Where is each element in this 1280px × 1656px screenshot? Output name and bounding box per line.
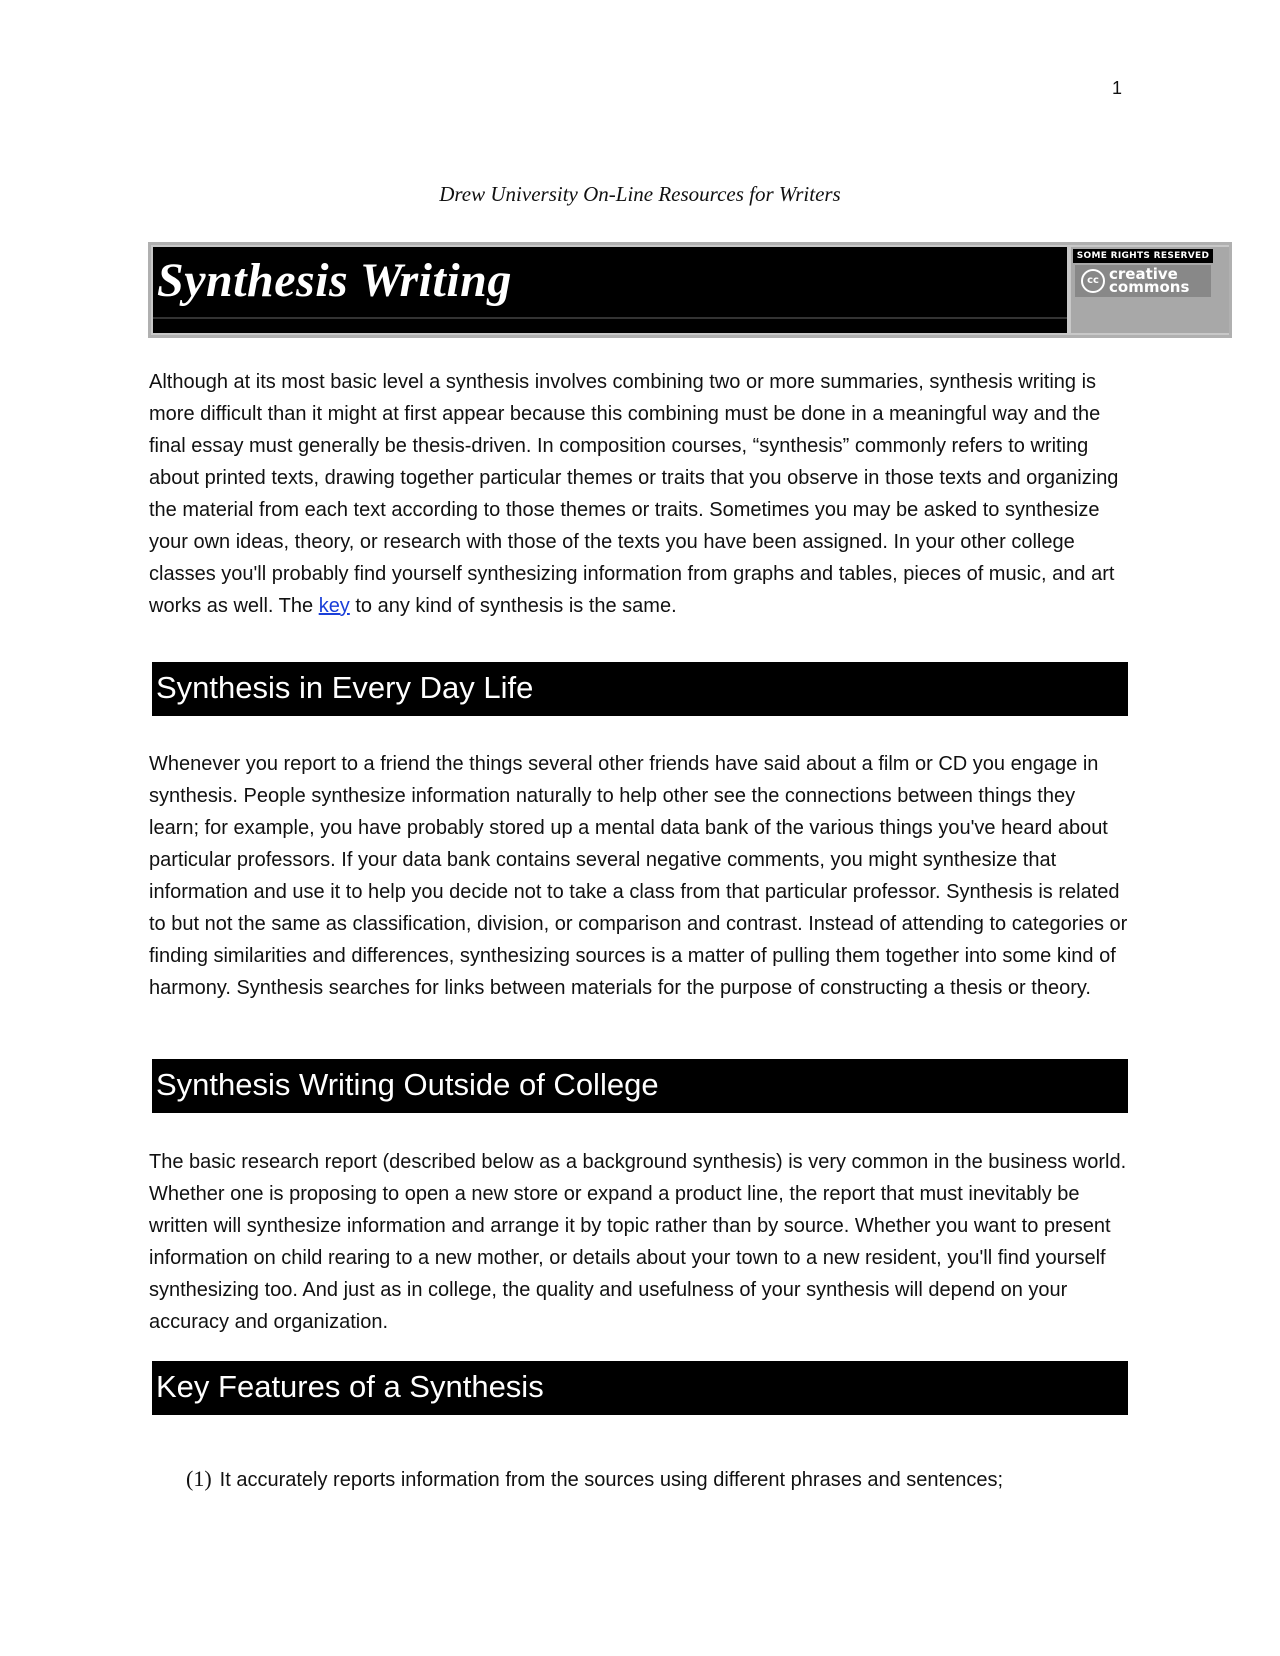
cc-wordmark — [1109, 265, 1190, 296]
creative-commons-icon: cc — [1081, 269, 1105, 293]
document-header: Drew University On-Line Resources for Writers — [439, 182, 841, 206]
list-marker: (1) — [186, 1466, 212, 1491]
section-heading-bar-2 — [152, 1059, 1128, 1113]
intro-paragraph — [149, 366, 1129, 622]
title-divider — [153, 317, 1067, 319]
intro-text-after-link: to any kind of synthesis is the same. — [349, 595, 677, 617]
cc-brand — [1075, 265, 1211, 297]
section-heading: Synthesis in Every Day Life — [156, 670, 534, 705]
intro-text-before-link: Although at its most basic level a synthesis involves combining two or more summaries, synthesis writing is more difficult than it might at first appear because this combining must be done in a meaningful way and the final essay must generally be thesis-driven. In composition courses, “synthesis” commonly refers to writing about printed texts, drawing together particular themes or traits that you observe in those texts and organizing the material from each text according to those themes or traits. Sometimes you may be asked to synthesize your own ideas, theory, or research with those of the texts you have been assigned. In your other college classes you'll probably find yourself synthesizing information from graphs and tables, pieces of music, and art works as well. The — [149, 371, 1119, 617]
cc-wordmark-line1: creative — [1109, 265, 1178, 283]
title-banner — [148, 242, 1232, 338]
section-heading-bar-3 — [152, 1361, 1128, 1415]
creative-commons-badge[interactable] — [1071, 247, 1229, 333]
cc-wordmark-line2: commons — [1109, 278, 1190, 296]
key-link[interactable]: key — [318, 595, 350, 617]
page-number: 1 — [1112, 78, 1123, 98]
page-title: Synthesis Writing — [157, 254, 512, 307]
section-heading: Synthesis Writing Outside of College — [156, 1067, 659, 1102]
section-paragraph-1: Whenever you report to a friend the things several other friends have said about a film or CD you engage in synthesis. People synthesize information naturally to help other see the connections between things they learn; for example, you have probably stored up a mental data bank of the various things you've heard about particular professors. If your data bank contains several negative comments, you might synthesize that information and use it to help you decide not to take a class from that particular professor. Synthesis is related to but not the same as classification, division, or comparison and contrast. Instead of attending to categories or finding similarities and differences, synthesizing sources is a matter of pulling them together into some kind of harmony. Synthesis searches for links between materials for the purpose of constructing a thesis or theory. — [149, 753, 1128, 999]
section-paragraph-2: The basic research report (described below as a background synthesis) is very common in the business world. Whether one is proposing to open a new store or expand a product line, the report that must inevitably be written will synthesize information and arrange it by topic rather than by source. Whether you want to present information on child rearing to a new mother, or details about your town to a new resident, you'll find yourself synthesizing too. And just as in college, the quality and usefulness of your synthesis will depend on your accuracy and organization. — [149, 1151, 1127, 1333]
list-item — [186, 1463, 1146, 1496]
list-item-text: It accurately reports information from the sources using different phrases and sentences; — [219, 1469, 1004, 1491]
title-block — [153, 247, 1067, 333]
cc-rights-label: SOME RIGHTS RESERVED — [1073, 249, 1213, 263]
section-heading-bar-1 — [152, 662, 1128, 716]
section-heading: Key Features of a Synthesis — [156, 1369, 544, 1404]
